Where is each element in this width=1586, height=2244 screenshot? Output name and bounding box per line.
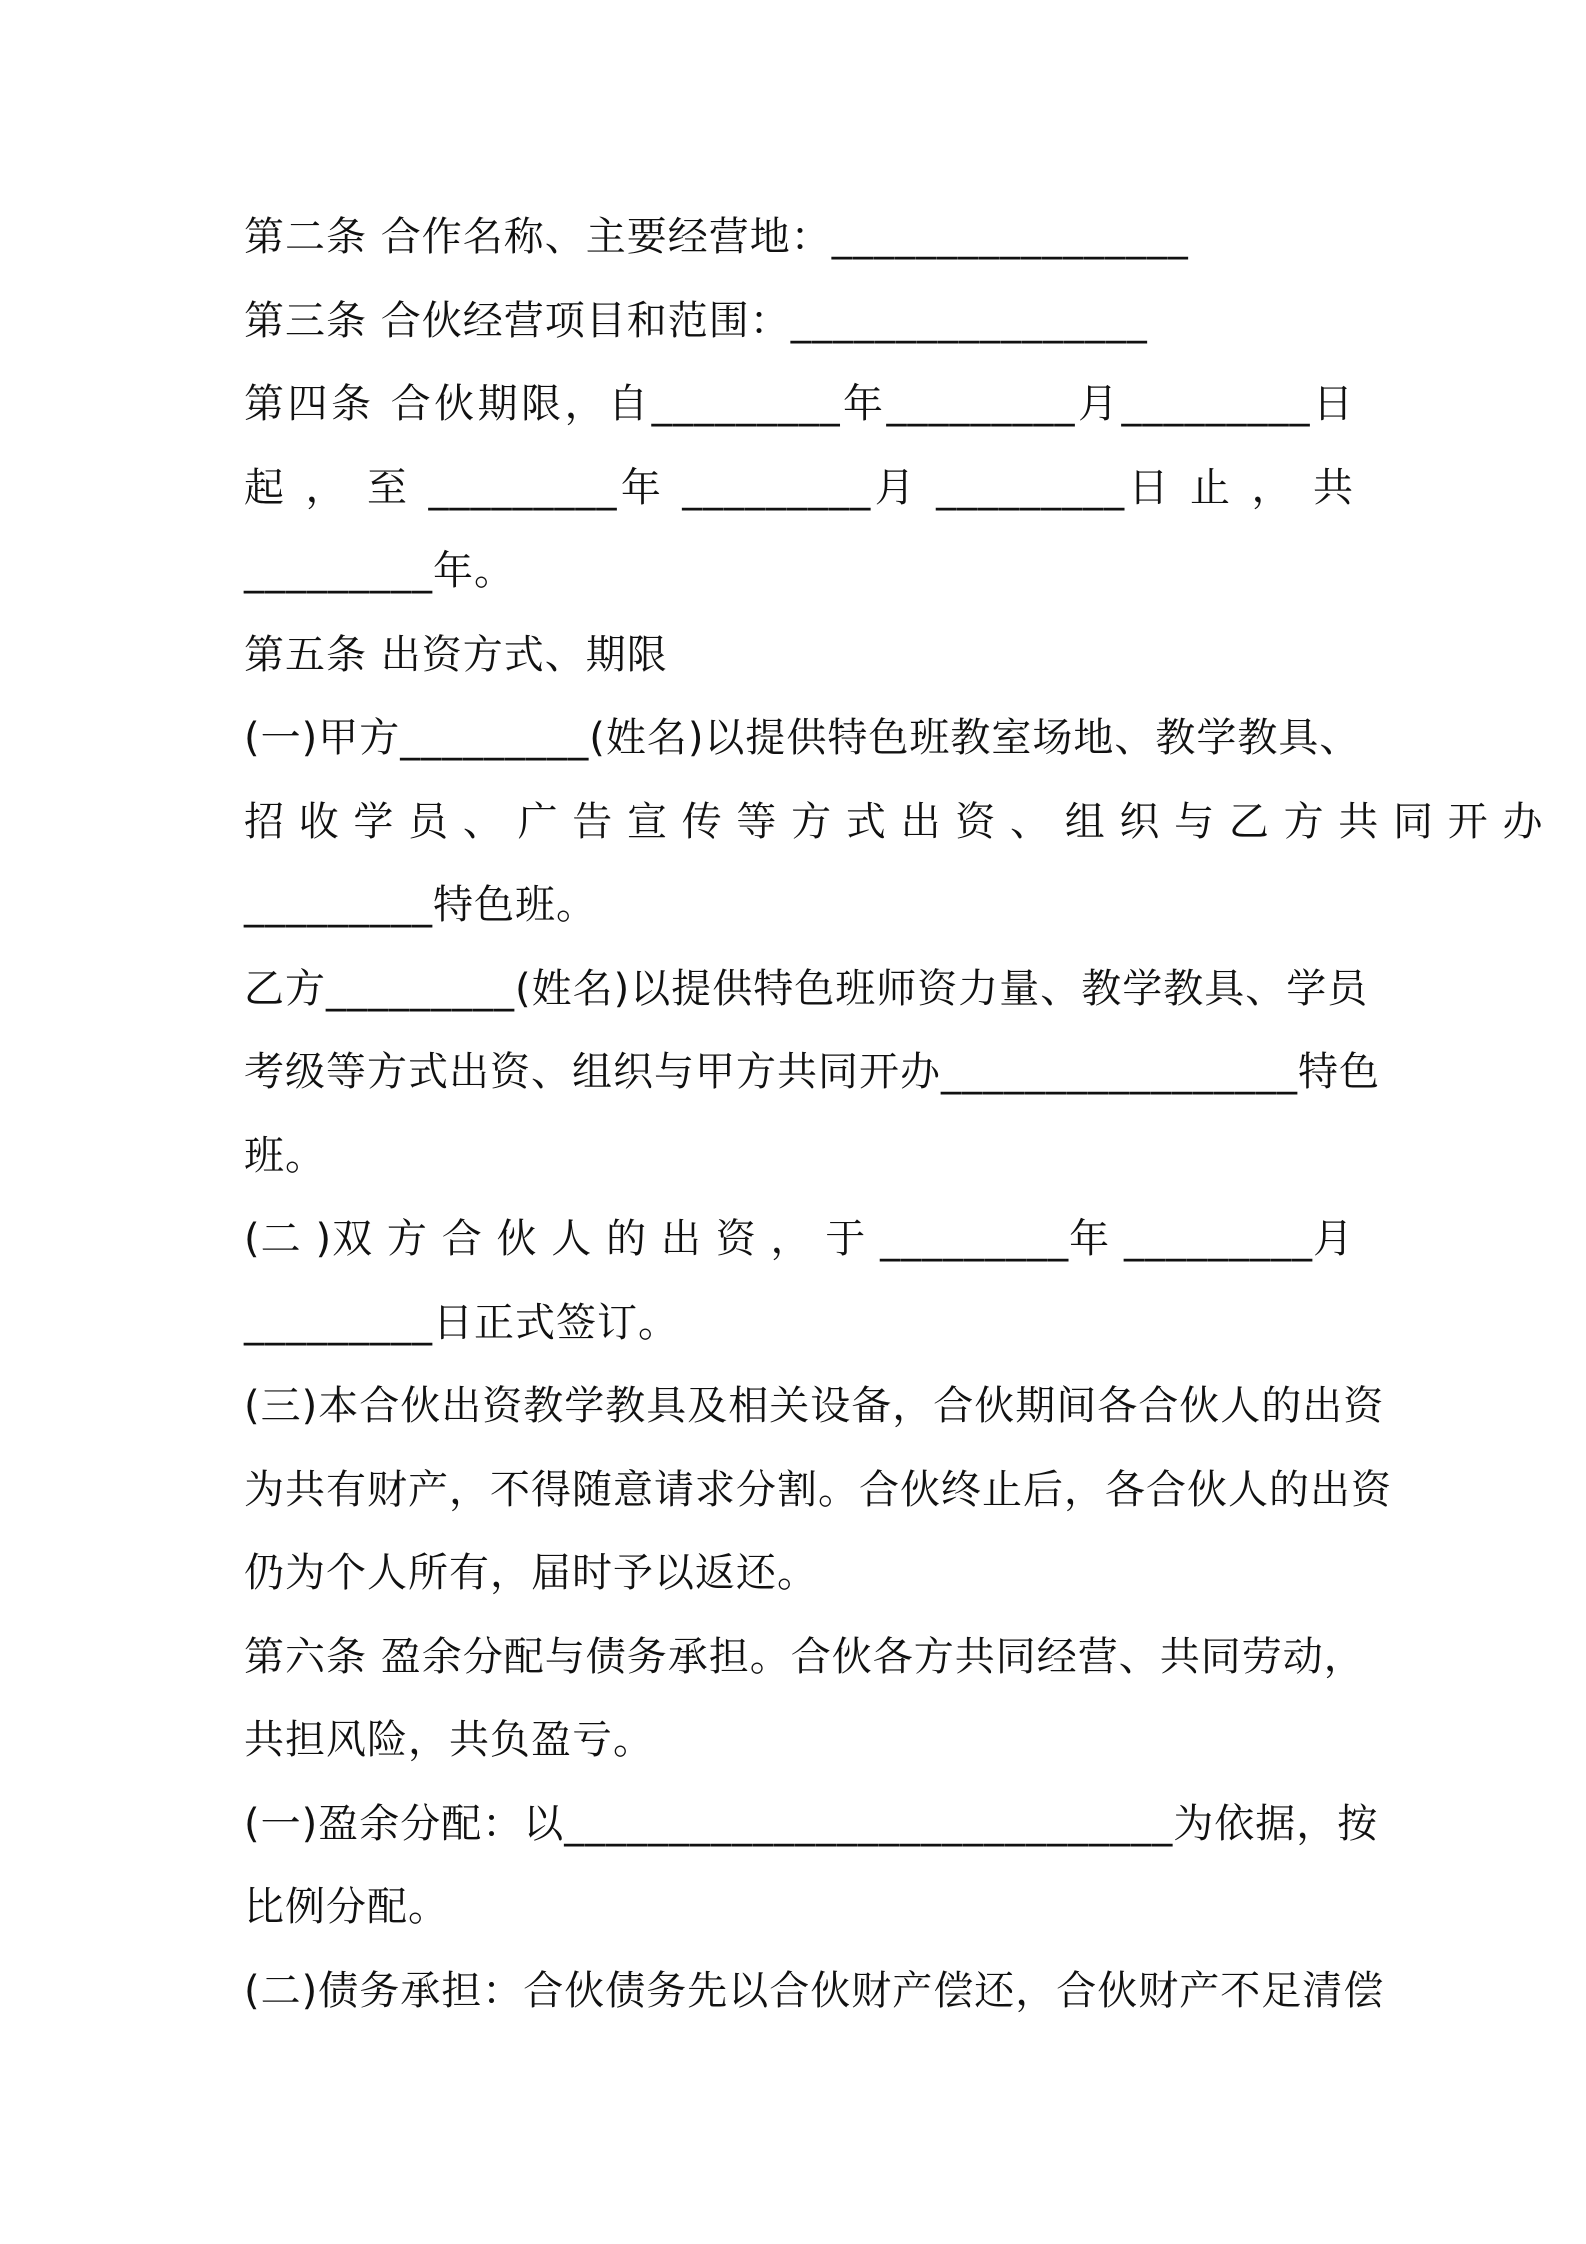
article-6-line-1: 第六条 盈余分配与债务承担。合伙各方共同经营、共同劳动， bbox=[244, 1633, 1365, 1680]
article-5-item-2-line-2: _________日正式签订。 bbox=[244, 1299, 679, 1346]
article-5-item-2-line-1: (二 )双 方 合 伙 人 的 出 资 ， 于 _________年 _________月 bbox=[244, 1216, 1354, 1262]
article-5-item-1-line-3: _________特色班。 bbox=[244, 882, 597, 928]
article-4-line-1: 第四条 合伙期限，自_________年_________月_________日 bbox=[244, 381, 1354, 427]
article-4-line-2: 起 ， 至 _________年 _________月 _________日 止 ， 共 bbox=[244, 464, 1354, 511]
article-4-line-3: _________年。 bbox=[244, 548, 515, 594]
article-3-line: 第三条 合伙经营项目和范围：_________________ bbox=[244, 297, 1148, 344]
article-6-item-1-line-2: 比例分配。 bbox=[244, 1884, 449, 1930]
party-b-line-1: 乙方_________(姓名)以提供特色班师资力量、教学教具、学员 bbox=[244, 965, 1369, 1012]
document-page bbox=[244, 196, 1544, 2033]
article-5-heading: 第五条 出资方式、期限 bbox=[244, 631, 668, 678]
article-5-item-1-line-2: 招 收 学 员 、 广 告 宣 传 等 方 式 出 资 、 组 织 与 乙 方 共 同 开 办 bbox=[244, 798, 1544, 845]
article-5-item-3-line-3: 仍为个人所有，届时予以返还。 bbox=[244, 1550, 818, 1596]
party-b-line-3: 班。 bbox=[244, 1132, 326, 1179]
party-b-line-2: 考级等方式出资、组织与甲方共同开办_________________特色 bbox=[244, 1049, 1380, 1095]
article-5-item-1-line-1: (一)甲方_________(姓名)以提供特色班教室场地、教学教具、 bbox=[244, 715, 1361, 761]
article-5-item-3-line-1: (三)本合伙出资教学教具及相关设备，合伙期间各合伙人的出资 bbox=[244, 1383, 1385, 1429]
article-5-item-3-line-2: 为共有财产，不得随意请求分割。合伙终止后，各合伙人的出资 bbox=[244, 1466, 1392, 1513]
article-6-item-2-line-1: (二)债务承担：合伙债务先以合伙财产偿还，合伙财产不足清偿 bbox=[244, 1967, 1385, 2014]
article-6-item-1-line-1: (一)盈余分配：以_____________________________为依据，按 bbox=[244, 1800, 1379, 1847]
article-2-line: 第二条 合作名称、主要经营地：_________________ bbox=[244, 214, 1189, 260]
article-6-line-2: 共担风险，共负盈亏。 bbox=[244, 1717, 654, 1763]
